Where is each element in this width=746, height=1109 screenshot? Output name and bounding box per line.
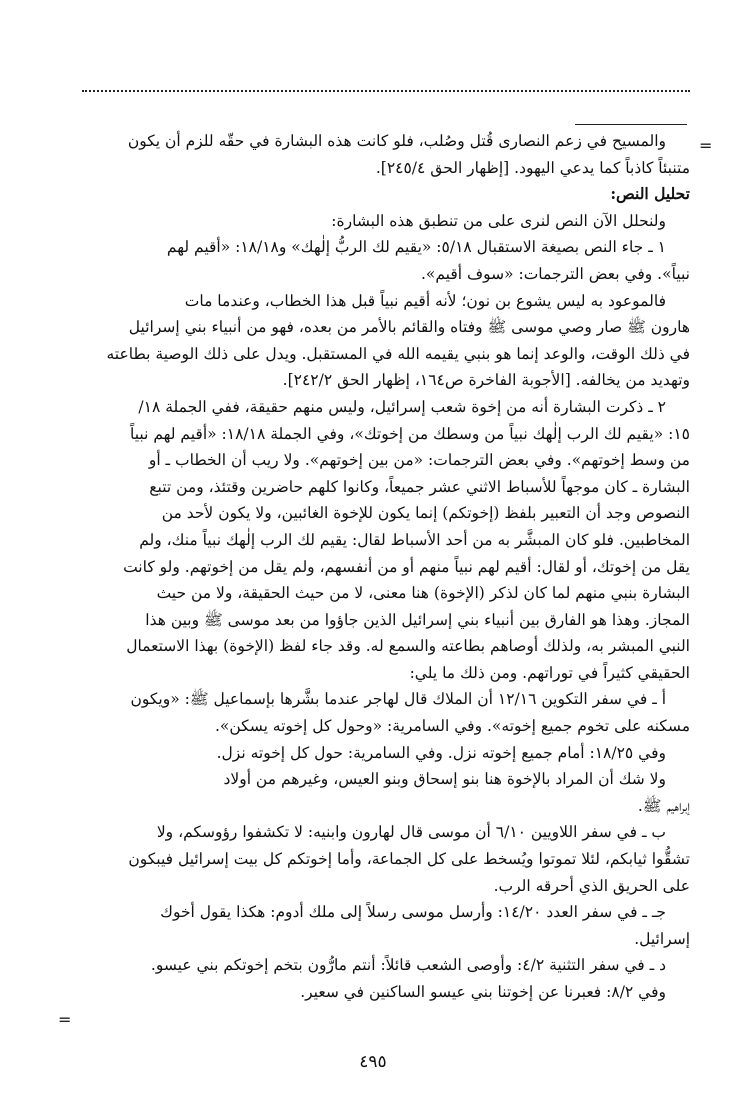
text-line: د ـ في سفر التثنية ٤/٢: وأوصى الشعب قائلاً: أنتم مارُّون بتخم إخوتكم بني عيسو. xyxy=(150,956,666,975)
text-line: يقل من إخوتك، أو لقال: أقيم لهم نبياً منهم أو من أنفسهم، ولم يقل من إخوتهم. ولو كانت xyxy=(123,557,690,576)
text-line: هارون ﷺ صار وصي موسى ﷺ وفتاه والقائم بالأمر من بعده، فهو من أنبياء بني إسرائيل xyxy=(128,318,690,337)
text-line: وفي ١٨/٢٥: أمام جميع إخوته نزل. وفي السامرية: حول كل إخوته نزل. xyxy=(216,743,666,762)
text-line: ١ ـ جاء النص بصيغة الاستقبال ٥/١٨: «يقيم لك الربُّ إلٰهك» و١٨/١٨: «أقيم لهم xyxy=(166,238,666,257)
section-heading: تحليل النص: xyxy=(610,184,690,204)
text-line: ب ـ في سفر اللاويين ٦/١٠ أن موسى قال لهارون وابنيه: لا تكشفوا رؤوسكم، ولا xyxy=(156,823,666,842)
text-line: النبي المبشر به، ولذلك أوصاهم بطاعته والسمع له. وقد جاء لفظ (الإخوة) بهذا الاستعمال xyxy=(126,637,690,656)
footnote-rule xyxy=(575,124,687,125)
text-line: في ذلك الوقت، والوعد إنما هو بنبي يقيمه الله في المستقبل. ويدل على ذلك الوصية بطاعته xyxy=(106,344,690,363)
text-line: الحقيقي كثيراً في توراتهم. ومن ذلك ما يلي: xyxy=(409,663,690,682)
text-line: المجاز. وهذا هو الفارق بين أنبياء بني إسرائيل الذين جاؤوا من بعد موسى ﷺ وبين هذا xyxy=(145,610,690,629)
text-line: وتهديد من يخالفه. [الأجوبة الفاخرة ص١٦٤، إظهار الحق ٢٤٢/٢]. xyxy=(282,371,690,390)
text-line: على الحريق الذي أحرقه الرب. xyxy=(493,876,690,895)
text-line: تشقُّوا ثيابكم، لئلا تموتوا ويُسخط على كل الجماعة، وأما إخوتكم كل بيت إسرائيل فيبكون xyxy=(128,850,690,869)
page-number: ٤٩٥ xyxy=(359,1052,387,1072)
text-line: البشارة ـ كان موجهاً للأسباط الاثني عشر جميعاً، وكانوا كلهم حاضرين وقتئذ، ومن تتبع xyxy=(149,477,690,496)
text-line: ١٥: «يقيم لك الرب إلٰهك نبياً من وسطك من إخوتك»، وفي الجملة ١٨/١٨: «أقيم لهم نبياً xyxy=(130,424,690,443)
text-line: والمسيح في زعم النصارى قُتل وصُلب، فلو كانت هذه البشارة في حقّه للزم أن يكون xyxy=(127,132,666,150)
text-line: النصوص وجد أن التعبير بلفظ (إخوتكم) إنما يكون للإخوة الغائبين، ولا يكون لأحد من xyxy=(161,504,690,523)
text-line: نبياً». وفي بعض الترجمات: «سوف أقيم». xyxy=(420,264,690,283)
text-line: المخاطبين. فلو كان المبشَّر به من أحد الأسباط لقال: يقيم لك الرب إلٰهك نبياً منك، ولم xyxy=(139,530,690,549)
text-line: وفي ٨/٢: فعبرنا عن إخوتنا بني عيسو الساكنين في سعير. xyxy=(300,983,666,1001)
dotted-separator xyxy=(82,90,690,92)
text-line: من وسط إخوتهم». وفي بعض الترجمات: «من بين إخوتهم». ولا ريب أن الخطاب ـ أو xyxy=(148,451,690,470)
text-line: البشارة بنبي منهم لما كان لذكر (الإخوة) هنا معنى، لا من حيث الحقيقة، ولا من حيث xyxy=(156,584,690,603)
text-line: ٢ ـ ذكرت البشارة أنه من إخوة شعب إسرائيل، وليس منهم حقيقة، ففي الجملة ١٨/ xyxy=(138,397,666,416)
text-line: إسرائيل. xyxy=(634,929,690,948)
text-line: جـ ـ في سفر العدد ١٤/٢٠: وأرسل موسى رسلاً إلى ملك أدوم: هكذا يقول أخوك xyxy=(160,903,666,922)
text-line: ولا شك أن المراد بالإخوة هنا بنو إسحاق وبنو العيس، وغيرهم من أولاد xyxy=(223,770,666,789)
text-line: أ ـ في سفر التكوين ١٢/١٦ أن الملاك قال لهاجر عندما بشَّرها بإسماعيل ﷺ: «ويكون xyxy=(130,690,666,709)
text-line: مسكنه على تخوم جميع إخوته». وفي السامرية: «وحول كل إخوته يسكن». xyxy=(214,717,690,736)
text-line: فالموعود به ليس يشوع بن نون؛ لأنه أقيم نبياً قبل هذا الخطاب، وعندما مات xyxy=(184,291,666,310)
margin-mark-top: = xyxy=(699,136,713,155)
text-line: متنبئاً كاذباً كما يدعي اليهود. [إظهار الحق ٢٤٥/٤]. xyxy=(375,158,690,177)
text-line: ولنحلل الآن النص لنرى على من تنطبق هذه البشارة: xyxy=(331,211,666,230)
margin-mark-bottom: = xyxy=(58,1010,72,1029)
text-line: إبراهيم ﷺ. xyxy=(637,796,690,815)
footnote-body xyxy=(62,128,690,1048)
